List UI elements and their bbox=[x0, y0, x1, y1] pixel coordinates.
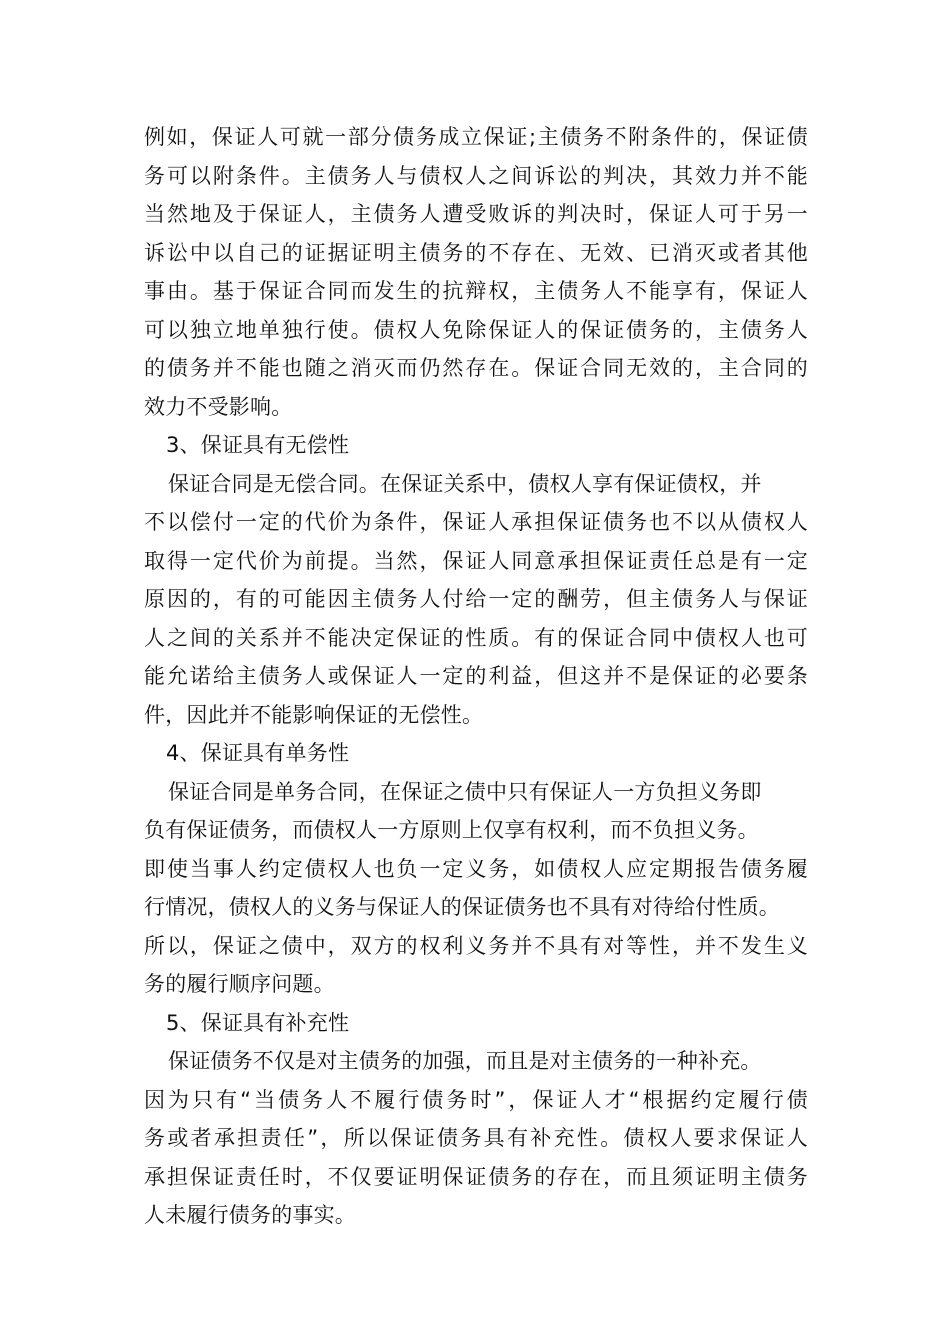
text-line: 承担保证责任时，不仅要证明保证债务的存在，而且须证明主债务 bbox=[144, 1164, 808, 1189]
text-line: 效力不受影响。 bbox=[144, 394, 293, 419]
text-line: 因为只有“当债务人不履行债务时”，保证人才“根据约定履行债 bbox=[144, 1087, 808, 1112]
text-line: 不以偿付一定的代价为条件，保证人承担保证债务也不以从债权人 bbox=[144, 510, 808, 534]
text-line: 可以独立地单独行使。债权人免除保证人的保证债务的，主债务人 bbox=[144, 317, 808, 342]
text-line: 诉讼中以自己的证据证明主债务的不存在、无效、已消灭或者其他 bbox=[144, 240, 808, 265]
text-line: 的债务并不能也随之消灭而仍然存在。保证合同无效的，主合同的 bbox=[144, 356, 808, 380]
text-line: 能允诺给主债务人或保证人一定的利益，但这并不是保证的必要条 bbox=[144, 664, 808, 688]
text-line: 保证合同是无偿合同。在保证关系中，债权人享有保证债权，并 bbox=[168, 471, 762, 496]
section-heading-5: 5、保证具有补充性 bbox=[166, 1010, 350, 1035]
text-line: 事由。基于保证合同而发生的抗辩权，主债务人不能享有，保证人 bbox=[144, 279, 808, 303]
text-line: 务可以附条件。主债务人与债权人之间诉讼的判决，其效力并不能 bbox=[144, 163, 808, 188]
paragraph-2 bbox=[144, 465, 808, 735]
paragraph-3 bbox=[144, 773, 808, 1004]
section-heading-3: 3、保证具有无偿性 bbox=[166, 433, 350, 457]
section-heading-4: 4、保证具有单务性 bbox=[166, 741, 350, 765]
paragraph-1 bbox=[144, 118, 808, 426]
text-line: 即使当事人约定债权人也负一定义务，如债权人应定期报告债务履 bbox=[144, 856, 808, 881]
text-line: 保证合同是单务合同，在保证之债中只有保证人一方负担义务即 bbox=[168, 779, 762, 804]
text-line: 原因的，有的可能因主债务人付给一定的酬劳，但主债务人与保证 bbox=[144, 587, 808, 611]
text-line: 行情况，债权人的义务与保证人的保证债务也不具有对待给付性质。 bbox=[144, 895, 780, 919]
text-line: 当然地及于保证人，主债务人遭受败诉的判决时，保证人可于另一 bbox=[144, 202, 808, 226]
document-body bbox=[144, 118, 808, 1235]
text-line: 务或者承担责任”，所以保证债务具有补充性。债权人要求保证人 bbox=[144, 1126, 808, 1150]
paragraph-4 bbox=[144, 1042, 808, 1235]
text-line: 例如，保证人可就一部分债务成立保证;主债务不附条件的，保证债 bbox=[144, 125, 808, 149]
text-line: 件，因此并不能影响保证的无偿性。 bbox=[144, 702, 484, 727]
text-line: 负有保证债务，而债权人一方原则上仅享有权利，而不负担义务。 bbox=[144, 818, 759, 842]
text-line: 人之间的关系并不能决定保证的性质。有的保证合同中债权人也可 bbox=[144, 625, 808, 650]
text-line: 所以，保证之债中，双方的权利义务并不具有对等性，并不发生义 bbox=[144, 933, 808, 958]
text-line: 取得一定代价为前提。当然，保证人同意承担保证责任总是有一定 bbox=[144, 548, 808, 573]
text-line: 人未履行债务的事实。 bbox=[144, 1203, 356, 1227]
text-line: 务的履行顺序问题。 bbox=[144, 972, 335, 996]
text-line: 保证债务不仅是对主债务的加强，而且是对主债务的一种补充。 bbox=[168, 1049, 762, 1073]
